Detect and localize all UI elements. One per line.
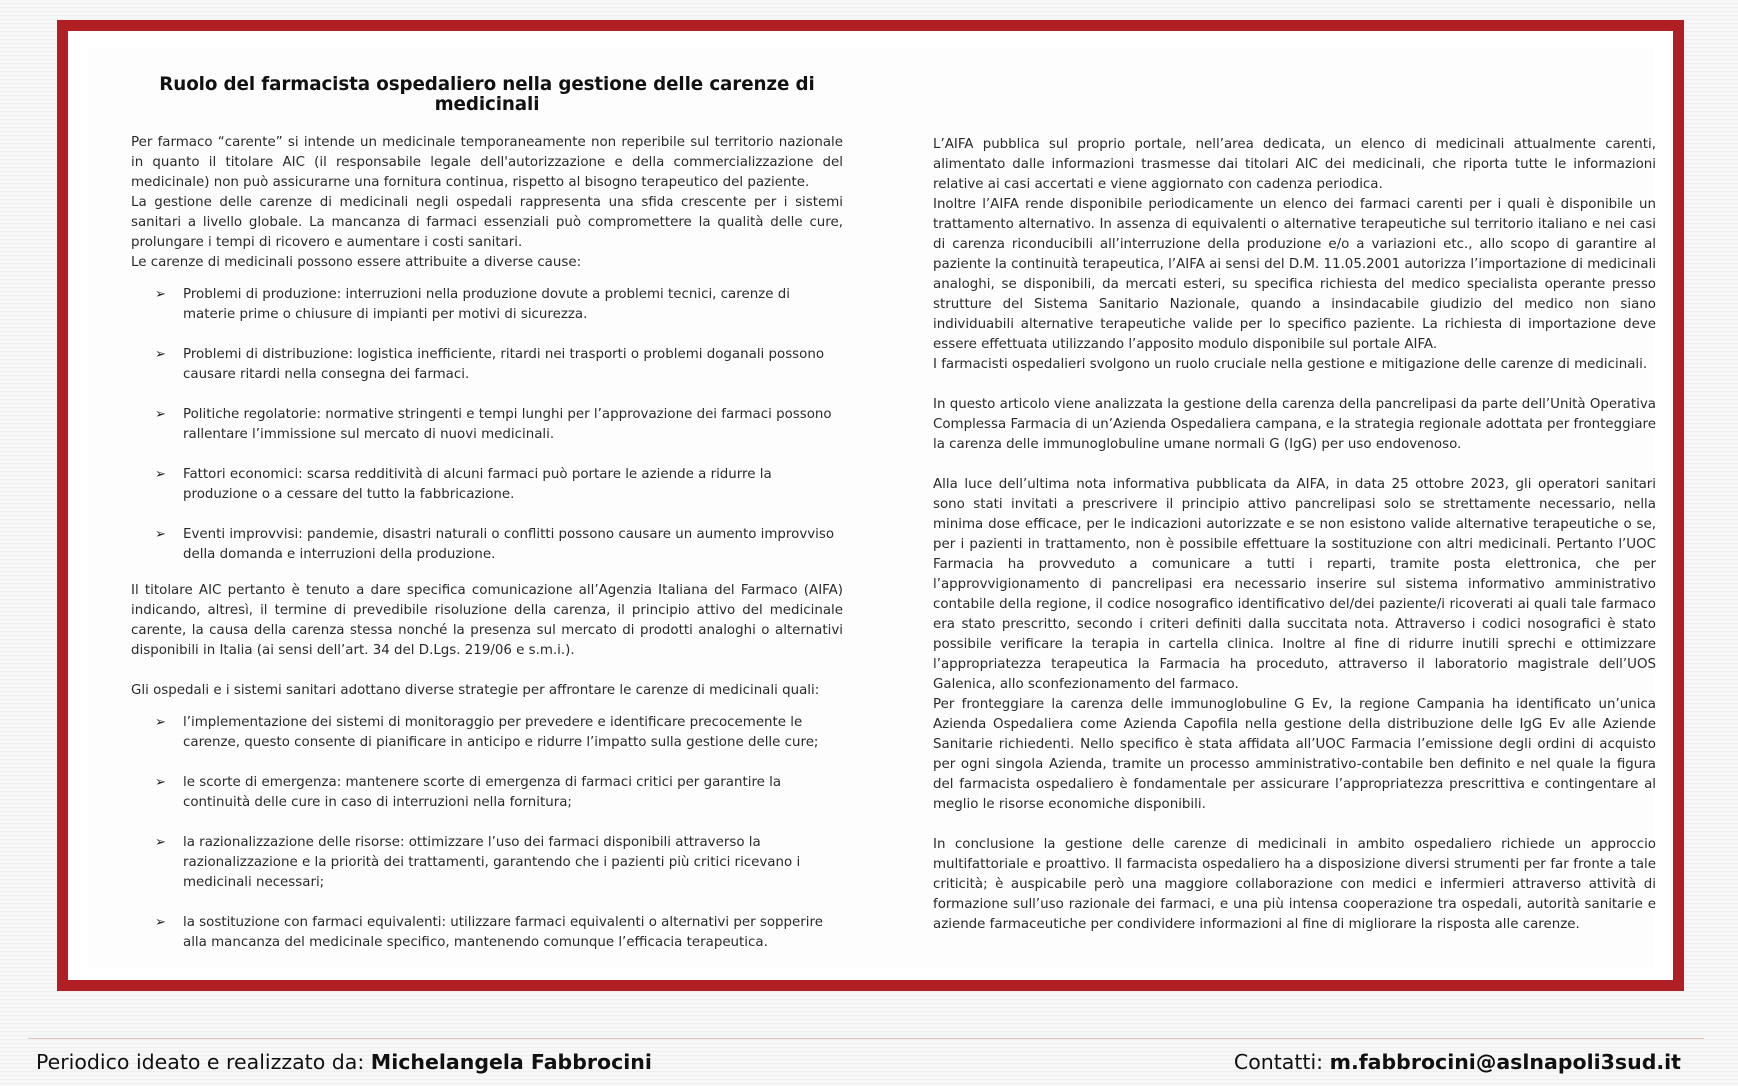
list-item: ➢ Fattori economici: scarsa redditività di alcuni farmaci può portare le aziende a ridurre la produzione o a cessare del tutto la fabbricazione. — [155, 467, 772, 502]
conclusion-paragraph: In conclusione la gestione delle carenze di medicinali in ambito ospedaliero richiede un approccio multifattoriale e proattivo. Il farmacista ospedaliero ha a disposizione diversi strumenti per far fronte a tale criticità; è auspicabile però una maggiore collaborazione con medici e infermieri attraverso attività di formazione sull’uso razionale dei farmaci, e una più intensa cooperazione tra ospedali, autorità sanitarie e aziende farmaceutiche per condividere informazioni al fine di migliorare la risposta alle carenze. — [933, 837, 1656, 932]
arrow-bullet-icon: ➢ — [155, 407, 166, 422]
footer-credit — [36, 1050, 652, 1074]
arrow-bullet-icon: ➢ — [155, 835, 166, 850]
right-column — [933, 75, 1656, 935]
arrow-bullet-icon: ➢ — [155, 915, 166, 930]
article-frame — [57, 20, 1684, 991]
list-item: ➢ Problemi di produzione: interruzioni nella produzione dovute a problemi tecnici, carenze di materie prime o chiusure di impianti per motivi di sicurezza. — [155, 287, 790, 322]
intro-paragraph-1: Per farmaco “carente” si intende un medicinale temporaneamente non reperibile sul territorio nazionale in quanto il titolare AIC (il responsabile legale dell'autorizzazione e della commercializzazione del medicinale) non può assicurarne una fornitura continua, rispetto al bisogno terapeutico del paziente. — [131, 135, 843, 190]
nota-paragraph-2: Per fronteggiare la carenza delle immunoglobuline G Ev, la regione Campania ha identificato un’unica Azienda Ospedaliera come Azienda Capofila nella gestione della distribuzione delle IgG Ev alle Aziende Sanitarie richiedenti. Nello specifico è stata affidata all’UOC Farmacia l’emissione degli ordini di acquisto per ogni singola Azienda, tramite un processo amministrativo-contabile ben definito e nel quale la figura del farmacista ospedaliero è fondamentale per assicurare l’appropriatezza prescrittiva e contingentare al meglio le risorse economiche disponibili. — [933, 697, 1656, 812]
arrow-bullet-icon: ➢ — [155, 715, 166, 730]
nota-paragraph-1: Alla luce dell’ultima nota informativa pubblicata da AIFA, in data 25 ottobre 2023, gli operatori sanitari sono stati invitati a prescrivere il principio attivo pancrelipasi solo se strettamente necessario, nella minima dose efficace, per le indicazioni autorizzate e se non esistono valide alternative terapeutiche o se, per i pazienti in trattamento, non è possibile effettuare la sostituzione con altri medicinali. Pertanto l’UOC Farmacia ha provveduto a comunicare a tutti i reparti, tramite posta elettronica, che per l’approvvigionamento di pancrelipasi era necessario inserire sul sistema informativo amministrativo contabile della regione, il codice nosografico identificativo del/dei paziente/i ricoverati ai quali tale farmaco era stato prescritto, secondo i criteri definiti dalla succitata nota. Attraverso i codici nosografici è stato possibile verificare la terapia in cartella clinica. Inoltre al fine di ridurre inutili sprechi e ottimizzare l’appropriatezza terapeutica la Farmacia ha proceduto, attraverso il laboratorio magistrale dell’UOS Galenica, allo sconfezionamento del farmaco. — [933, 477, 1656, 692]
footer-divider — [28, 1038, 1704, 1039]
list-item: ➢ l’implementazione dei sistemi di monitoraggio per prevedere e identificare precocemente le carenze, questo consente di pianificare in anticipo e ridurre l’impatto sulla gestione delle cure; — [155, 715, 819, 750]
aifa-paragraph-1: L’AIFA pubblica sul proprio portale, nell’area dedicata, un elenco di medicinali attualmente carenti, alimentato dalle informazioni trasmesse dai titolari AIC dei medicinali, che riporta tutte le informazioni relative ai casi accertati e viene aggiornato con cadenza periodica. — [933, 137, 1656, 192]
list-item: ➢ Problemi di distribuzione: logistica inefficiente, ritardi nei trasporti o problemi doganali possono causare ritardi nella consegna dei farmaci. — [155, 347, 825, 382]
article-scope-paragraph: In questo articolo viene analizzata la gestione della carenza della pancrelipasi da parte dell’Unità Operativa Complessa Farmacia di un’Azienda Ospedaliera campana, e la strategia regionale adottata per fronteggiare la carenza delle immunoglobuline umane normali G (IgG) per uso endovenoso. — [933, 397, 1656, 452]
arrow-bullet-icon: ➢ — [155, 287, 166, 302]
list-item: ➢ la razionalizzazione delle risorse: ottimizzare l’uso dei farmaci disponibili attraverso la razionalizzazione e la priorità dei trattamenti, garantendo che i pazienti più critici ricevano i medicinali necessari; — [155, 835, 801, 890]
article-page — [88, 47, 1656, 968]
aifa-paragraph-2: Inoltre l’AIFA rende disponibile periodicamente un elenco dei farmaci carenti per i quali è disponibile un trattamento alternativo. In assenza di equivalenti o alternative terapeutiche sul territorio italiano e nei casi di carenza riconducibili all’interruzione della produzione e/o a variazioni etc., allo scopo di garantire al paziente la continuità terapeutica, l’AIFA ai sensi del D.M. 11.05.2001 autorizza l’importazione di medicinali analoghi, se disponibili, da mercati esteri, su specifica richiesta del medico specialista operante presso strutture del Sistema Sanitario Nazionale, quando a insindacabile giudizio del medico non siano individuabili alternative terapeutiche valide per lo specifico paziente. La richiesta di importazione deve essere effettuata utilizzando l’apposito modulo disponibile sul portale AIFA. — [933, 197, 1656, 352]
causes-list — [131, 285, 843, 565]
contact-label: Contatti: — [1233, 1050, 1324, 1074]
arrow-bullet-icon: ➢ — [155, 467, 166, 482]
arrow-bullet-icon: ➢ — [155, 527, 166, 542]
article-title: Ruolo del farmacista ospedaliero nella gestione delle carenze di medicinali — [159, 74, 815, 115]
aifa-paragraph-3: I farmacisti ospedalieri svolgono un ruolo cruciale nella gestione e mitigazione delle carenze di medicinali. — [933, 357, 1648, 372]
credit-name: Michelangela Fabbrocini — [370, 1050, 652, 1074]
contact-email-link[interactable]: m.fabbrocini@aslnapoli3sud.it — [1329, 1050, 1681, 1074]
list-item: ➢ Politiche regolatorie: normative stringenti e tempi lunghi per l’approvazione dei farmaci possono rallentare l’immissione sul mercato di nuovi medicinali. — [155, 407, 832, 442]
footer — [0, 1046, 1738, 1076]
left-column — [131, 47, 843, 973]
footer-contacts — [1234, 1050, 1681, 1074]
credit-label: Periodico ideato e realizzato da: — [36, 1050, 365, 1074]
arrow-bullet-icon: ➢ — [155, 775, 166, 790]
arrow-bullet-icon: ➢ — [155, 347, 166, 362]
list-item: ➢ la sostituzione con farmaci equivalenti: utilizzare farmaci equivalenti o alternativi per sopperire alla mancanza del medicinale specifico, mantenendo comunque l’efficacia terapeutica. — [155, 915, 823, 950]
list-item: ➢ le scorte di emergenza: mantenere scorte di emergenza di farmaci critici per garantire la continuità delle cure in caso di interruzioni nella fornitura; — [155, 775, 782, 810]
strategies-list — [131, 713, 843, 953]
strategies-intro: Gli ospedali e i sistemi sanitari adottano diverse strategie per affrontare le carenze di medicinali quali: — [131, 683, 820, 698]
aic-paragraph: Il titolare AIC pertanto è tenuto a dare specifica comunicazione all’Agenzia Italiana del Farmaco (AIFA) indicando, altresì, il termine di prevedibile risoluzione della carenza, il principio attivo del medicinale carente, la causa della carenza stessa nonché la presenza sul mercato di prodotti analoghi o alternativi disponibili in Italia (ai sensi dell’art. 34 del D.Lgs. 219/06 e s.m.i.). — [131, 583, 843, 658]
intro-paragraph-3: Le carenze di medicinali possono essere attribuite a diverse cause: — [131, 255, 582, 270]
intro-paragraph-2: La gestione delle carenze di medicinali negli ospedali rappresenta una sfida crescente per i sistemi sanitari a livello globale. La mancanza di farmaci essenziali può compromettere la qualità delle cure, prolungare i tempi di ricovero e aumentare i costi sanitari. — [131, 195, 843, 250]
list-item: ➢ Eventi improvvisi: pandemie, disastri naturali o conflitti possono causare un aumento improvviso della domanda e interruzioni della produzione. — [155, 527, 835, 562]
